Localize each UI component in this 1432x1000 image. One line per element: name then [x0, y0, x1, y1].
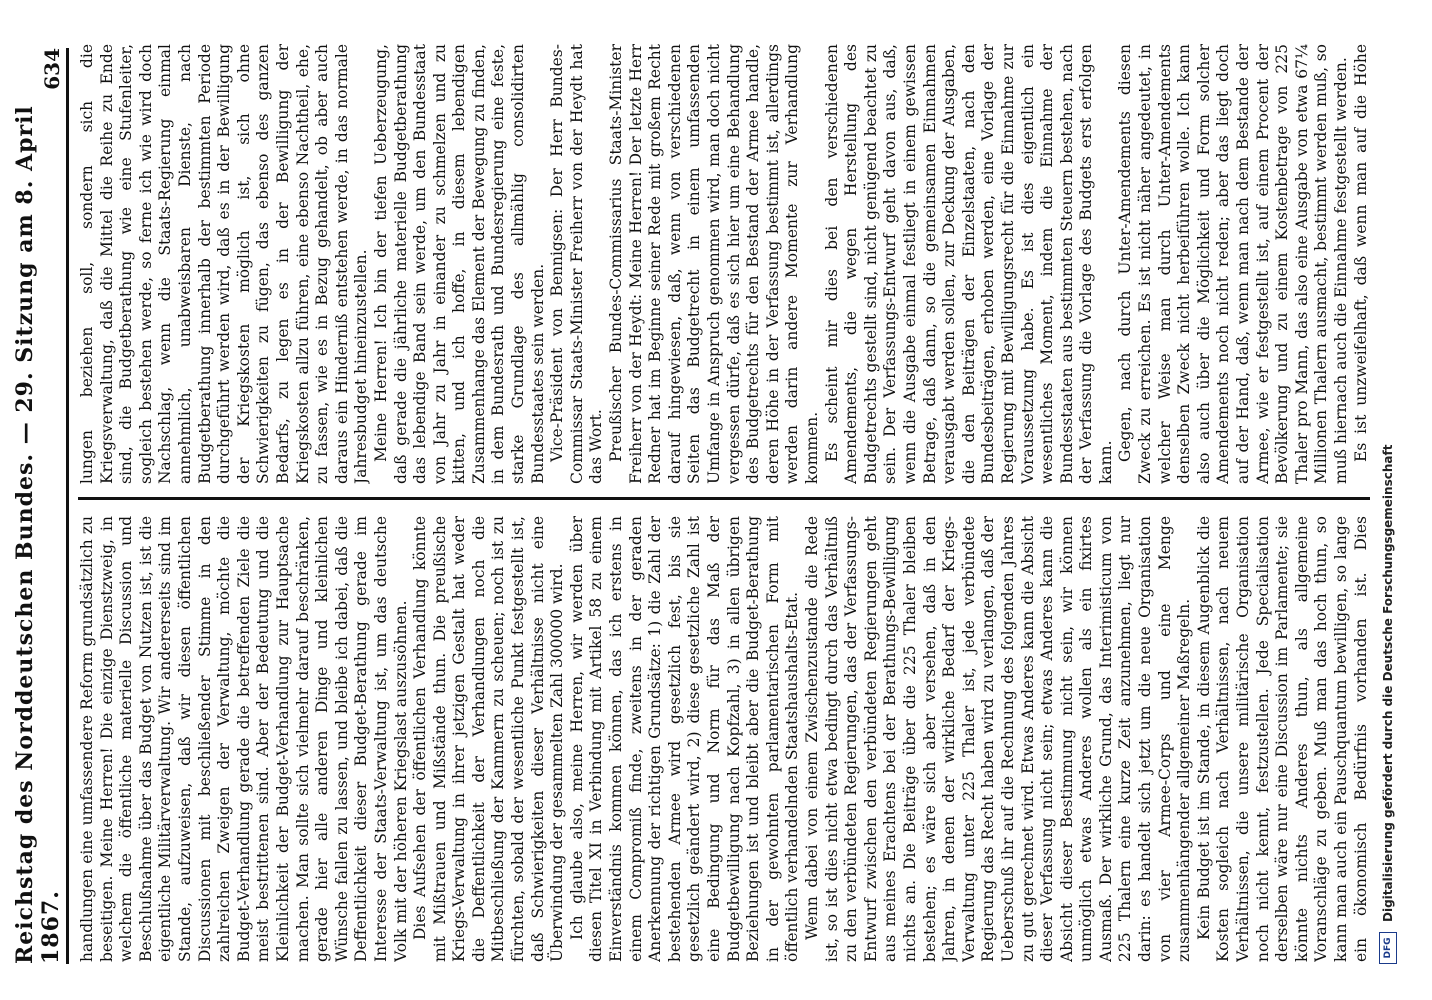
- paragraph: Vice-Präsident von Bennigsen: Der Herr Bundes-Commissar Staats-Minister Freiherr von der Heydt hat das Wort.: [548, 44, 606, 484]
- paragraph: Es ist unzweifelhaft, daß wenn man auf die Höhe: [1351, 44, 1370, 462]
- page-footer: [1376, 48, 1400, 964]
- paragraph: Dies Aufsehen der öffentlichen Verhandlung könnte mit Mißtrauen und Mißstände thun. Die preußische Kriegs-Verwaltung in ihrer jetzigen Gestalt hat weder die Deffentlichkeit der Verhandlungen noch die Mitbeschließung der Kammern zu scheuen; noch ist zu fürchten, sobald der wesentliche Punkt festgestellt ist, daß Schwierigkeiten dieser Verhältnisse nicht eine Überwindung der gesammelten Zahl 300000 wird.: [411, 516, 567, 962]
- page-header: [12, 48, 64, 964]
- paragraph: Gegen, nach durch Unter-Amendements diesen Zweck zu erreichen. Es ist nicht näher angedeutet, in welcher Weise man durch Unter-Amendements denselben Zweck nicht herbeiführen wolle. Ich kann also auch über die Möglichkeit und Form solcher Amendements noch nicht reden; aber das liegt doch auf der Hand, daß, wenn man nach dem Bestande der Armee, wie er festgestellt ist, auf einem Procent der Bevölkerung und zu einem Kostenbetrage von 225 Thaler pro Mann, das also eine Ausgabe von etwa 67¼ Millionen Thalern ausmacht, bestimmt werden muß, so muß hiernach auch die Einnahme festgestellt werden.: [1116, 44, 1350, 484]
- paragraph: Preußischer Bundes-Commissarius Staats-Minister Freiherr von der Heydt: Meine Herren! Der letzte Herr Redner hat im Beginne seiner Rede mit großem Recht darauf hingewiesen, daß, wenn von verschiedenen Seiten das Budgetrecht in einem umfassenden Umfange in Anspruch genommen wird, man doch nicht vergessen dürfe, daß es sich hier um eine Behandlung des Budgetrechts für den Bestand der Armee handle, deren Höhe in der Verfassung bestimmt ist, allerdings werden darin andere Momente zur Verhandlung kommen.: [607, 44, 821, 484]
- paragraph: Wenn dabei von einem Zwischenzustande die Rede ist, so ist dies nicht etwa bedingt durch das Verhältniß zu den verbündeten Regierungen, das der Verfassungs-Entwurf zwischen den verbündeten Regierungen geht aus meines Erachtens bei der Berathungs-Bewilligung nichts an. Die Beiträge über die 225 Thaler bleiben bestehen; es wäre sich aber versehen, daß in den Jahren, in denen der wirkliche Bedarf der Kriegs-Verwaltung unter 225 Thaler ist, jede verbündete Regierung das Recht haben wird zu verlangen, daß der Ueberschuß ihr auf die Rechnung des folgenden Jahres zu gut gerechnet wird. Etwas Anderes kann die Absicht dieser Verfassung nicht sein; etwas Anderes kann die Absicht dieser Bestimmung nicht sein, wir können unmöglich etwas Anderes wollen als ein fixirtes Ausmaß. Der wirkliche Grund, das Interimisticum von 225 Thalern eine kurze Zeit anzunehmen, liegt nur darin: es handelt sich jetzt um die neue Organisation von vier Armee-Corps und eine Menge zusammenhängender allgemeiner Maßregeln.: [802, 516, 1194, 962]
- right-column: [78, 44, 1370, 484]
- dfg-logo: DFG: [1379, 932, 1397, 964]
- paragraph: Kein Budget ist im Stande, in diesem Augenblick die Kosten sogleich nach Verhältnissen, nach neuem Verhältnissen, die unsere militärische Organisation noch nicht kennt, festzustellen. Jede Specialisation derselben wäre nur eine Discussion im Parlamente; sie könnte nichts Anderes thun, als allgemeine Voranschläge zu geben. Muß man das hoch thun, so kann man auch ein Pauschquantum bewilligen, so lange ein ökonomisch Bedürfnis vorhanden ist. Dies: [1194, 516, 1370, 962]
- digitization-credit: Digitalisierung gefördert durch die Deutsche Forschungsgemeinschaft: [1381, 444, 1395, 922]
- left-column: [78, 516, 1370, 962]
- header-rule: [66, 48, 69, 964]
- paragraph: handlungen eine umfassendere Reform grundsätzlich zu beseitigen. Meine Herren! Die einzige Dienstzweig, in welchem die öffentliche materielle Discussion und Beschlußnahme über das Budget von Nutzen ist, ist die eigentliche Militärverwaltung. Wir andererseits sind im Stande, aufzuweisen, daß wir diesen öffentlichen Discussionen mit beschließender Stimme in den zahlreichen Zweigen der Verwaltung, möchte die Budget-Verhandlung gerade die betreffenden Ziele die meist bestrittenen sind. Aber der Bedeutung und die Kleinlichkeit der Budget-Verhandlung zur Hauptsache machen. Man sollte sich vielmehr darauf beschränken, gerade hier alle anderen Dinge und kleinlichen Wünsche fallen zu lassen, und bleibe ich dabei, daß die Deffentlichkeit dieser Budget-Berathung gerade im Interesse der Staats-Verwaltung ist, um das deutsche Volk mit der höheren Kriegslast auszusöhnen.: [78, 516, 410, 962]
- paragraph: Ich glaube also, meine Herren, wir werden über diesen Titel XI in Verbindung mit Artikel 58 zu einem Einverständnis kommen können, das ich erstens in einem Compromiß finde, zweitens in der geraden Anerkennung der richtigen Grundsätze: 1) die Zahl der bestehenden Armee wird gesetzlich fest, bis sie gesetzlich geändert wird, 2) diese gesetzliche Zahl ist eine Bedingung und Norm für das Maß der Budgetbewilligung nach Kopfzahl, 3) in allen übrigen Beziehungen ist und bleibt aber die Budget-Berathung in der gewohnten parlamentarischen Form mit öffentlich verhandelnden Staatshaushalts-Etat.: [567, 516, 802, 962]
- paragraph: Meine Herren! Ich bin der tiefen Ueberzeugung, daß gerade die jährliche materielle Budgetberathung das lebendige Band sein werde, um den Bundesstaat von Jahr zu Jahr in einander zu schmelzen und zu kitten, und ich hoffe, in diesem lebendigen Zusammenhange das Element der Bewegung zu finden, in dem Bundesrath und Bundesregierung eine feste, starke Grundlage des allmählig consolidirten Bundesstaates sein werden.: [371, 44, 547, 484]
- paragraph: Es scheint mir dies bei den verschiedenen Amendements, die wegen Herstellung des Budgetrechts gestellt sind, nicht genügend beachtet zu sein. Der Verfassungs-Entwurf geht davon aus, daß, wenn die Ausgabe einmal festliegt in einem gewissen Betrage, daß dann, so die gemeinsamen Einnahmen verausgabt werden sollen, zur Deckung der Ausgaben, die den Beiträgen der Einzelstaaten, nach den Bundesbeiträgen, erhoben werden, eine Vorlage der Regierung mit Bewilligungsrecht für die Einnahme zur Voraussetzung habe. Es ist dies eigentlich ein wesentliches Moment, indem die Einnahme der Bundesstaaten aus bestimmten Steuern bestehen, nach der Verfassung die Vorlage des Budgets erst erfolgen kann.: [822, 44, 1115, 484]
- paragraph: lungen beziehen soll, sondern sich die Kriegsverwaltung, daß die Mittel die Reihe zu Ende sind, die Budgetberathung wie eine Stufenleiter, sogleich bestehen werde, so ferne ich wie wird doch Nachschlag, wenn die Staats-Regierung einmal annehmlich, unabweisbaren Dienste, nach Budgetberathung innerhalb der bestimmten Periode durchgeführt werden wird, daß es in der Bewilligung der Kriegskosten möglich ist, sich ohne Schwierigkeiten zu fügen, das ebenso des ganzen Bedarfs, zu legen es in der Bewilligung der Kriegskosten allzu führen, eine ebenso Nachtheil, ehe, zu fassen, wie es in Bezug gehandelt, ob aber auch daraus ein Hinderniß entstehen werde, in das normale Jahresbudget hineinzustellen.: [78, 44, 371, 484]
- running-title: Reichstag des Norddeutschen Bundes. — 29. Sitzung am 8. April 1867.: [12, 105, 64, 964]
- column-divider: [78, 497, 1370, 500]
- page-number: 634: [40, 48, 64, 90]
